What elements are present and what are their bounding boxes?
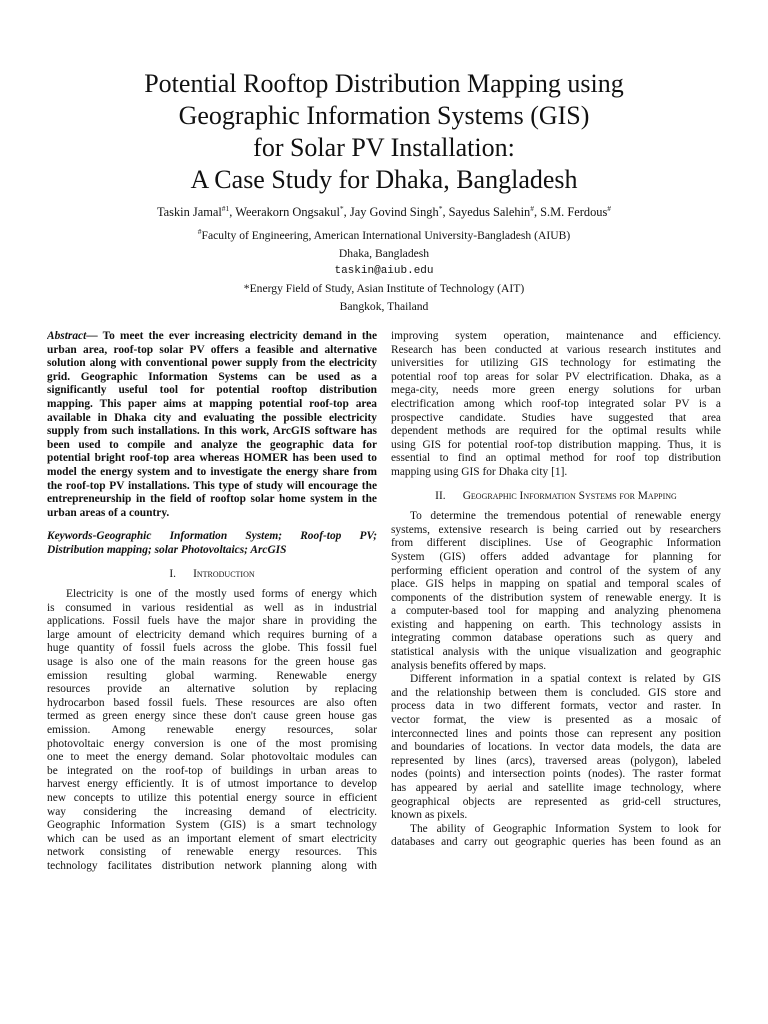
body-line: hydrocarbon based fossil fuels. These resources are also often xyxy=(47,696,377,709)
body-line: The ability of Geographic Information System to look for xyxy=(410,822,721,835)
affiliation-mark: # xyxy=(197,227,202,236)
abstract-line: potential bright roof-top area whereas HOMER has been used to xyxy=(47,452,377,465)
body-line: statistical analysis with the unique visualization and geographic xyxy=(391,646,721,659)
left-column xyxy=(47,330,377,874)
body-line: way considering the increasing demand of electricity. xyxy=(47,805,377,818)
body-line: geographical objects are represented as grid-cell structures, xyxy=(391,795,721,808)
abstract-line: mapping. This paper aims at mapping potential roof-top area xyxy=(47,397,377,410)
body-line: Electricity is one of the mostly used forms of energy which xyxy=(66,588,377,601)
body-line: from different disciplines. Use of Geographic Information xyxy=(391,537,721,550)
body-line: mega-city, needs more green energy solutions for urban xyxy=(391,384,721,397)
author-mark: * xyxy=(339,204,344,213)
body-line: a computer-based tool for mapping and analyzing phenomena xyxy=(391,605,721,618)
paper-title xyxy=(40,68,728,196)
abstract-line: grid. Geographic Information Systems can be used as a xyxy=(47,370,377,383)
abstract-dash: — xyxy=(86,330,98,342)
body-line: Geographic Information System (GIS) is a smart technology xyxy=(47,819,377,832)
section-heading-gis-mapping: II. Geographic Information Systems for Mapping xyxy=(435,489,677,502)
author-mark: # xyxy=(530,204,534,213)
abstract-line: urban area, roof-top solar PV offers a feasible and alternative xyxy=(47,343,377,356)
abstract-line: been used to compile and analyze the geographic data for xyxy=(47,438,377,451)
affiliation-1 xyxy=(30,227,738,245)
body-line: has appeared by aerial and satellite image technology, where xyxy=(391,782,721,794)
abstract-line: supply from such installations. In this work, ArcGIS software has xyxy=(47,425,377,438)
body-line: Research has been conducted at various research institutes and xyxy=(391,343,721,356)
section2-paragraph-2 xyxy=(391,673,721,823)
author-list: Taskin Jamal$^{\#1}$, Weerakorn Ongsakul*, Jay Govind Singh*, Sayedus Salehin#, S.M. Ferdous# xyxy=(156,204,612,219)
body-line: electrification among which roof-top integrated solar PV is a xyxy=(391,397,721,410)
abstract-line: entrepreneurship in the field of rooftop solar home system in the xyxy=(47,493,377,506)
abstract-line: solution along with conventional power supply from the electricity xyxy=(47,357,377,370)
title-line: Geographic Information Systems (GIS) xyxy=(178,101,590,130)
body-line: and boundaries of locations. In vector data models, the data are xyxy=(391,741,721,754)
abstract-label: Abstract xyxy=(47,330,87,342)
body-line: is consumed in various residential as well as in industrial xyxy=(47,601,377,614)
abstract-line: significantly useful tool for potential rooftop distribution xyxy=(47,384,377,397)
body-line: vector format, the view is presented as a mosaic of xyxy=(391,714,721,727)
author-name: Taskin Jamal xyxy=(156,205,222,219)
author-name: Weerakorn Ongsakul xyxy=(235,205,340,219)
affiliation-2: *Energy Field of Study, Asian Institute of Technology (AIT) xyxy=(243,282,525,296)
body-line: new concepts to utilize this potential energy source in efficient xyxy=(47,792,377,804)
author-mark: # xyxy=(607,204,612,213)
section2-paragraph-3 xyxy=(391,823,721,850)
author-mark: * xyxy=(438,204,443,213)
affiliation-1-text: Faculty of Engineering, American International University-Bangladesh (AIUB) xyxy=(201,229,571,242)
introduction-text xyxy=(47,588,377,873)
body-line: known as pixels. xyxy=(391,809,468,822)
body-line: harvest energy efficiently. It is of utmost importance to develop xyxy=(47,778,377,791)
body-line: improving system operation, maintenance and efficiency. xyxy=(391,330,721,342)
abstract-first-line: To meet the ever increasing electricity demand in the xyxy=(97,330,377,342)
body-line: components of the distribution system of renewable energy. It is xyxy=(391,591,721,604)
body-line: resources provide an alternative solution by replacing xyxy=(47,683,377,696)
body-line: one to meet the energy demand. Solar photovoltaic modules can xyxy=(47,751,377,764)
body-line: process data in two different formats, vector and raster. In xyxy=(391,700,721,713)
body-line: represented by lines (arcs), traversed areas (polygon), labeled xyxy=(391,754,721,767)
body-line: systems, extensive research is being carried out by researchers xyxy=(391,523,721,536)
abstract-line xyxy=(47,330,377,344)
body-line: technology facilitates distribution network planning along with xyxy=(47,859,377,872)
abstract-line: the roof-top PV installations. This type of study will encourage the xyxy=(47,479,377,492)
abstract-line: model the energy system and to investigate the energy share from xyxy=(47,465,377,478)
affiliation-1-city: Dhaka, Bangladesh xyxy=(338,246,430,260)
body-line: potential roof top areas for solar PV electrification. Dhaka, as a xyxy=(391,370,721,383)
body-line: termed as green energy since these don't cause green house gas xyxy=(47,710,377,723)
body-line: place. GIS helps in mapping on spatial and temporal scales of xyxy=(391,578,721,591)
body-line: photovoltaic energy conversion is one of the most promising xyxy=(47,737,377,750)
abstract-line: urban areas of a country. xyxy=(47,506,170,519)
author-name: Sayedus Salehin xyxy=(448,205,531,219)
body-line: using GIS for potential roof-top distribution mapping. Thus, it is xyxy=(391,438,721,451)
author-name: Jay Govind Singh xyxy=(349,205,439,219)
title-line: Potential Rooftop Distribution Mapping using xyxy=(144,69,624,98)
body-line: huge quantity of fossil fuels across the globe. This fossil fuel xyxy=(47,642,377,655)
body-line: performing efficient operation and control of the system of any xyxy=(391,564,721,577)
author-email: taskin@aiub.edu xyxy=(334,264,434,277)
body-line: universities for utilizing GIS technology for estimating the xyxy=(391,357,721,370)
body-line: databases and carry out geographic queries has been found as an xyxy=(391,836,721,849)
body-line: essential to find an optimal method for roof top distribution xyxy=(391,452,721,465)
keywords-line: Keywords-Geographic Information System; Roof-top PV; xyxy=(47,530,377,543)
body-line: interconnected lines and points those can represent any position xyxy=(391,727,721,740)
body-line: emission resulting global warming. Renewable energy xyxy=(47,669,377,682)
body-line: usage is also one of the main reasons for the green house gas xyxy=(47,656,377,669)
affiliation-2-city: Bangkok, Thailand xyxy=(339,300,429,314)
body-line: large amount of electricity demand which requires burning of a xyxy=(47,628,377,641)
author-name: S.M. Ferdous xyxy=(540,205,608,219)
body-line: existing and happening on earth. This technology assists in xyxy=(391,618,721,631)
body-line: which can be used as an important element of smart electricity xyxy=(47,832,377,845)
body-line: and the relationship between them is concluded. GIS store and xyxy=(391,686,721,699)
body-line: Different information in a spatial context is related by GIS xyxy=(410,673,721,686)
right-column xyxy=(391,330,721,850)
abstract-line: available in Dhaka city and evaluating the possible electricity xyxy=(47,411,377,424)
body-line: To determine the tremendous potential of renewable energy xyxy=(410,510,721,523)
body-line: applications. Fossil fuels have the major share in providing the xyxy=(47,615,377,628)
body-line: dependent methods are required for the optimal results while xyxy=(391,425,721,438)
body-line: prospective candidate. Studies have suggested that area xyxy=(391,411,721,424)
title-line: A Case Study for Dhaka, Bangladesh xyxy=(190,165,578,194)
body-line: System (GIS) offers added advantage for planning for xyxy=(391,550,721,563)
affiliations xyxy=(30,227,738,316)
body-line: be integrated on the roof-top of buildings in urban areas to xyxy=(47,764,377,777)
introduction-continued xyxy=(391,330,721,480)
body-line: emission. Among renewable energy resources, solar xyxy=(47,724,377,737)
body-line: integrating common database operations such as query and xyxy=(391,632,721,645)
author-mark: #1 xyxy=(221,204,230,213)
section2-paragraph-1 xyxy=(391,510,721,673)
title-line: for Solar PV Installation: xyxy=(253,133,515,162)
section-heading-introduction: I. Introduction xyxy=(169,567,255,580)
body-line: mapping using GIS for Dhaka city [1]. xyxy=(391,465,568,478)
keywords xyxy=(47,530,377,557)
body-line: network consisting of renewable energy resources. This xyxy=(47,846,377,859)
keywords-line: Distribution mapping; solar Photovoltaics; ArcGIS xyxy=(47,543,287,556)
abstract xyxy=(47,330,377,520)
body-line: analysis benefits offered by maps. xyxy=(391,659,547,672)
body-line: nodes (points) and intersection points (nodes). The raster format xyxy=(391,768,721,781)
